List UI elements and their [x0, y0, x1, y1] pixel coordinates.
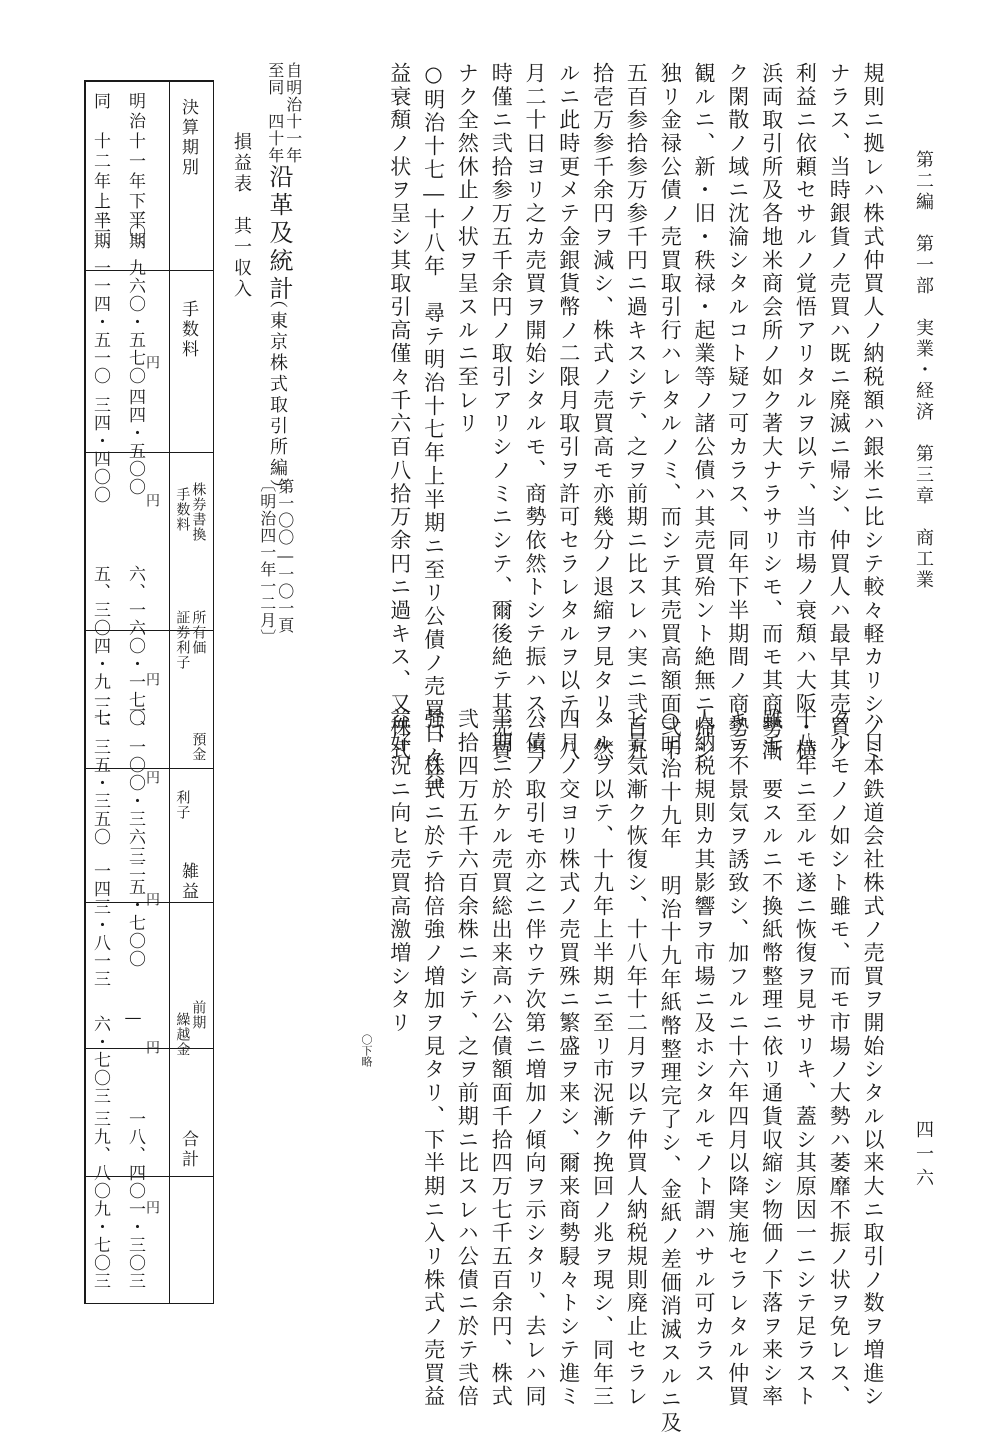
header-period: 決算期別	[178, 98, 198, 178]
upper-text-column: 独リ金禄公債ノ売買取引行ハレタルノミ、而シテ其売買高額面弐千	[658, 62, 683, 763]
header-misc: 雑益	[178, 862, 198, 902]
lower-text-column: 十八年ニ至ルモ遂ニ恢復ヲ見サリキ、蓋シ其原因一ニシテ足ラスト	[793, 708, 818, 1409]
lower-text-column: ヒ景気漸ク恢復シ、十八年十二月ヲ以テ仲買人納税規則廃止セラレ	[624, 708, 649, 1409]
row-1-carryover: —	[123, 1008, 143, 1029]
header-deposit-interest-b: 利子	[174, 790, 191, 820]
upper-text-column: 浜両取引所及各地米商会所ノ如ク著大ナラサリシモ、而モ其商勢漸	[759, 62, 784, 763]
section-date: 〔明治四一年一二月〕	[257, 476, 277, 646]
header-carryover-a: 前期	[190, 1000, 207, 1030]
lower-text-column: 半期ニ於ケル売買総出来高ハ公債額面千拾四万七千五百余円、株式	[489, 708, 514, 1409]
unit-misc: 円	[144, 892, 160, 906]
section-pages: 第一〇〇―一〇一頁	[275, 478, 295, 634]
lower-text-column: 弐拾四万五千六百余株ニシテ、之ヲ前期ニ比スレハ公債ニ於テ弐倍	[455, 708, 480, 1409]
section-source: （東京株式取引所編）	[267, 290, 288, 500]
row-2-securities-interest: 五、三〇四・九一七	[90, 565, 110, 727]
unit-deposit-interest: 円	[144, 770, 160, 784]
period-from: 自明治十一年	[283, 62, 303, 164]
unit-commission: 円	[144, 355, 160, 369]
lower-text-column: 公債ノ取引モ亦之ニ伴ウテ次第ニ増加ノ傾向ヲ示シタリ、去レハ同	[523, 708, 547, 1409]
header-transfer-fee-a: 株券書換	[190, 482, 207, 542]
row-2-transfer-fee: 三四・四〇〇	[90, 396, 110, 504]
upper-text-column: 利益ニ依頼セサルノ覚悟アリタルヲ以テ、当市場ノ衰頽ハ大阪・横	[793, 62, 818, 763]
lower-text-column: 益好況ニ向ヒ売買高激増シタリ	[387, 708, 412, 1035]
header-securities-interest-a: 所有価	[190, 610, 207, 655]
upper-text-column: 規則ニ拠レハ株式仲買人ノ納税額ハ銀米ニ比シテ較々軽カリシノミ	[861, 62, 885, 763]
row-2-carryover: 六・七〇三	[90, 1015, 110, 1105]
ellipsis-note: 〇下略	[360, 1034, 373, 1067]
lower-text-column: 四月ノ交ヨリ株式ノ売買殊ニ繁盛ヲ来シ、爾来商勢駸々トシテ進ミ	[556, 708, 581, 1409]
lower-text-column: 強、株式ニ於テ拾倍強ノ増加ヲ見タリ、下半期ニ入リ株式ノ売買益	[421, 708, 446, 1409]
lower-text-column: キテ不景気ヲ誘致シ、加フルニ十六年四月以降実施セラレタル仲買	[725, 708, 750, 1409]
lower-text-column: タルヲ以テ、十九年上半期ニ至リ市況漸ク挽回ノ兆ヲ現シ、同年三	[590, 708, 615, 1409]
lower-text-column: ○明治十九年 明治十九年紙幣整理完了シ、金紙ノ差価消滅スルニ及	[658, 708, 683, 1435]
upper-text-column: 益衰頽ノ状ヲ呈シ其取引高僅々千六百八拾万余円ニ過キス、又株式	[387, 62, 412, 763]
header-carryover-b: 繰越金	[174, 1012, 191, 1057]
row-1-securities-interest: 六、一六〇・一七〇	[125, 565, 145, 727]
section-title: 沿革及統計	[265, 164, 293, 304]
upper-text-column: 時僅ニ弐拾参万五千余円ノ取引アリシノミニシテ、爾後絶テ其売買	[489, 62, 514, 763]
running-head: 第二編 第一部 実業・経済 第三章 商工業	[913, 150, 934, 591]
lower-text-column: 人納税規則カ其影響ヲ市場ニ及ホシタルモノト謂ハサル可カラス	[692, 708, 716, 1386]
unit-total: 円	[144, 1200, 160, 1214]
table-subtitle: 損益表 其一収入	[231, 132, 252, 300]
unit-carryover: 円	[144, 1040, 160, 1054]
row-2-misc: 一四三・八一三	[90, 862, 110, 988]
unit-securities-interest: 円	[144, 672, 160, 686]
upper-text-column: 月二十日ヨリ之カ売買ヲ開始シタルモ、商勢依然トシテ振ハス、当	[523, 62, 547, 763]
row-1-commission: 一〇、九六〇・五七〇	[125, 205, 145, 385]
unit-transfer-fee: 円	[144, 493, 160, 507]
row-2-deposit-interest: 二、三五・三五〇	[90, 702, 110, 846]
row-2-commission: 三一、一一四・五一〇	[90, 205, 110, 385]
header-total: 合計	[178, 1130, 198, 1170]
upper-text-column: ナク全然休止ノ状ヲ呈スルニ至レリ	[455, 62, 480, 436]
upper-text-column: ルニ此時更メテ金銀貨幣ノ二限月取引ヲ許可セラレタルヲ以テ、八	[556, 62, 581, 763]
header-securities-interest-b: 証券利子	[174, 610, 191, 670]
lower-text-column: ハ日本鉄道会社株式ノ売買ヲ開始シタル以来大ニ取引ノ数ヲ増進シ	[861, 708, 885, 1409]
upper-text-column: ナラス、当時銀貨ノ売買ハ既ニ廃滅ニ帰シ、仲買人ハ最早其売買ノ	[827, 62, 852, 763]
upper-text-column: 五百参拾参万参千円ニ過キスシテ、之ヲ前期ニ比スレハ実ニ弐百九	[624, 62, 649, 763]
header-commission: 手数料	[178, 300, 198, 360]
row-1-deposit-interest: 一、一〇〇・三六三	[125, 702, 145, 864]
header-deposit-interest-a: 預金	[190, 732, 207, 762]
row-2-period: 同 十二年上半期	[90, 92, 110, 252]
lower-text-column: 雖モ、要スルニ不換紙幣整理ニ依リ通貨収縮シ物価ノ下落ヲ来シ率	[759, 708, 784, 1409]
page-number: 四一六	[913, 1120, 934, 1192]
upper-text-column: ク閑散ノ域ニ沈淪シタルコト疑フ可カラス、同年下半期間ノ商勢ヲ	[725, 62, 750, 763]
upper-text-column: 拾壱万参千余円ヲ減シ、株式ノ売買高モ亦幾分ノ退縮ヲ見タリ、然	[590, 62, 615, 763]
lower-text-column: タルモノノ如シト雖モ、而モ市場ノ大勢ハ萎靡不振ノ状ヲ免レス、	[827, 708, 852, 1409]
row-1-misc: 二五・七〇〇	[125, 860, 145, 968]
header-transfer-fee-b: 手数料	[174, 487, 191, 532]
row-1-total: 一八、四〇一・三〇三	[125, 1110, 145, 1290]
row-2-total: 三九、八〇九・七〇三	[90, 1110, 110, 1290]
row-1-period: 明治十一年下半期	[125, 92, 145, 252]
row-1-transfer-fee: 四四・五〇〇	[125, 388, 145, 496]
upper-text-column: 観ルニ、新・旧・秩禄・起業等ノ諸公債ハ其売買殆ント絶無ニ帰シ	[692, 62, 716, 763]
upper-text-column: ○明治十七―十八年 尋テ明治十七年上半期ニ至リ公債ノ売買日々益	[421, 62, 446, 792]
period-to: 至同 四十年	[265, 62, 285, 164]
